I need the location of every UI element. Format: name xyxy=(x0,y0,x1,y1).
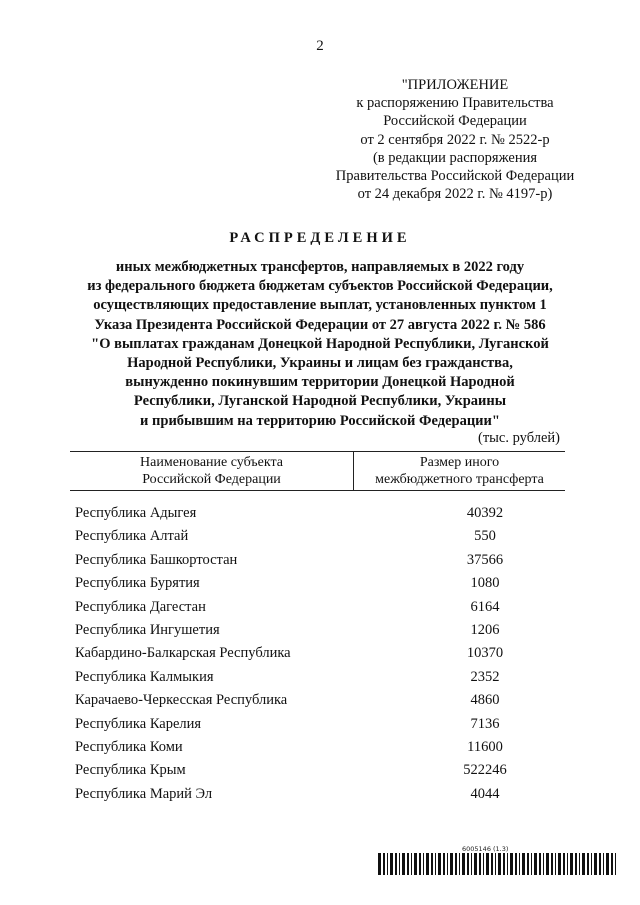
region-name: Республика Крым xyxy=(75,762,186,779)
table-row xyxy=(75,714,565,737)
appendix-line: от 24 декабря 2022 г. № 4197-р) xyxy=(357,186,553,203)
transfer-amount: 550 xyxy=(474,528,496,545)
region-name: Республика Карелия xyxy=(75,715,202,732)
transfer-amount: 522246 xyxy=(463,762,507,779)
appendix-line: "ПРИЛОЖЕНИЕ xyxy=(401,77,509,93)
subtitle-line: вынужденно покинувшим территории Донецкой Народной xyxy=(125,374,515,391)
region-name: Республика Коми xyxy=(75,738,183,755)
transfer-amount: 6164 xyxy=(470,598,500,615)
subtitle-line: осуществляющих предоставление выплат, установленных пунктом 1 xyxy=(93,297,547,314)
column-header-text: Российской Федерации xyxy=(142,472,281,487)
table-row xyxy=(75,643,565,666)
table-row xyxy=(75,737,565,760)
region-name: Республика Марий Эл xyxy=(75,785,213,802)
column-header-region xyxy=(70,452,354,490)
table-row xyxy=(75,503,565,526)
table-row xyxy=(75,784,565,807)
column-header-text: Размер иного xyxy=(419,455,500,470)
appendix-line: Российской Федерации xyxy=(383,113,527,130)
table-row xyxy=(75,667,565,690)
document-subtitle xyxy=(40,258,600,431)
subtitle-line: Указа Президента Российской Федерации от 27 августа 2022 г. № 586 xyxy=(94,316,546,333)
table-row xyxy=(75,690,565,713)
region-name: Республика Дагестан xyxy=(75,598,206,615)
transfer-amount: 4044 xyxy=(470,785,500,802)
subtitle-line: из федерального бюджета бюджетам субъектов Российской Федерации, xyxy=(87,278,553,295)
subtitle-line: и прибывшим на территорию Российской Федерации" xyxy=(140,412,500,429)
transfer-amount: 1080 xyxy=(470,575,500,592)
document-heading: РАСПРЕДЕЛЕНИЕ xyxy=(229,230,411,246)
table-row xyxy=(75,526,565,549)
subtitle-line: Республики, Луганской Народной Республики, Украины xyxy=(133,393,507,410)
region-name: Республика Калмыкия xyxy=(75,668,214,685)
region-name: Республика Ингушетия xyxy=(75,621,220,638)
units-label: (тыс. рублей) xyxy=(478,430,560,446)
subtitle-line: Народной Республики, Украины и лицам без гражданства, xyxy=(127,355,513,372)
subtitle-line: иных межбюджетных трансфертов, направляемых в 2022 году xyxy=(115,259,525,275)
transfer-amount: 1206 xyxy=(470,621,500,638)
column-header-text: Наименование субъекта xyxy=(140,455,283,470)
table-row xyxy=(75,620,565,643)
table-row xyxy=(75,597,565,620)
barcode-image xyxy=(378,853,618,875)
region-name: Карачаево-Черкесская Республика xyxy=(75,692,288,709)
table-row xyxy=(75,550,565,573)
table-row xyxy=(75,573,565,596)
transfer-amount: 4860 xyxy=(470,692,500,709)
appendix-block xyxy=(300,76,610,203)
region-name: Республика Алтай xyxy=(75,528,189,545)
appendix-line: (в редакции распоряжения xyxy=(372,149,538,166)
table-body xyxy=(75,503,565,807)
column-header-amount xyxy=(354,452,565,490)
table-row xyxy=(75,760,565,783)
transfer-amount: 37566 xyxy=(466,551,504,568)
appendix-line: к распоряжению Правительства xyxy=(356,95,554,112)
transfer-amount: 11600 xyxy=(467,738,503,755)
region-name: Республика Башкортостан xyxy=(75,551,238,568)
barcode-caption: 6005146 (1.3) xyxy=(462,845,509,853)
appendix-line: Правительства Российской Федерации xyxy=(335,168,575,185)
column-header-text: межбюджетного трансферта xyxy=(375,472,544,487)
table-header xyxy=(70,451,565,491)
appendix-line: от 2 сентября 2022 г. № 2522-р xyxy=(360,131,550,148)
region-name: Кабардино-Балкарская Республика xyxy=(75,645,291,662)
region-name: Республика Бурятия xyxy=(75,575,200,592)
region-name: Республика Адыгея xyxy=(75,505,197,521)
page-number: 2 xyxy=(316,38,324,54)
transfer-amount: 2352 xyxy=(470,668,500,685)
transfer-amount: 10370 xyxy=(466,645,504,662)
subtitle-line: "О выплатах гражданам Донецкой Народной Республики, Луганской xyxy=(91,335,549,352)
transfer-amount: 7136 xyxy=(470,715,500,732)
transfer-amount: 40392 xyxy=(466,505,504,521)
